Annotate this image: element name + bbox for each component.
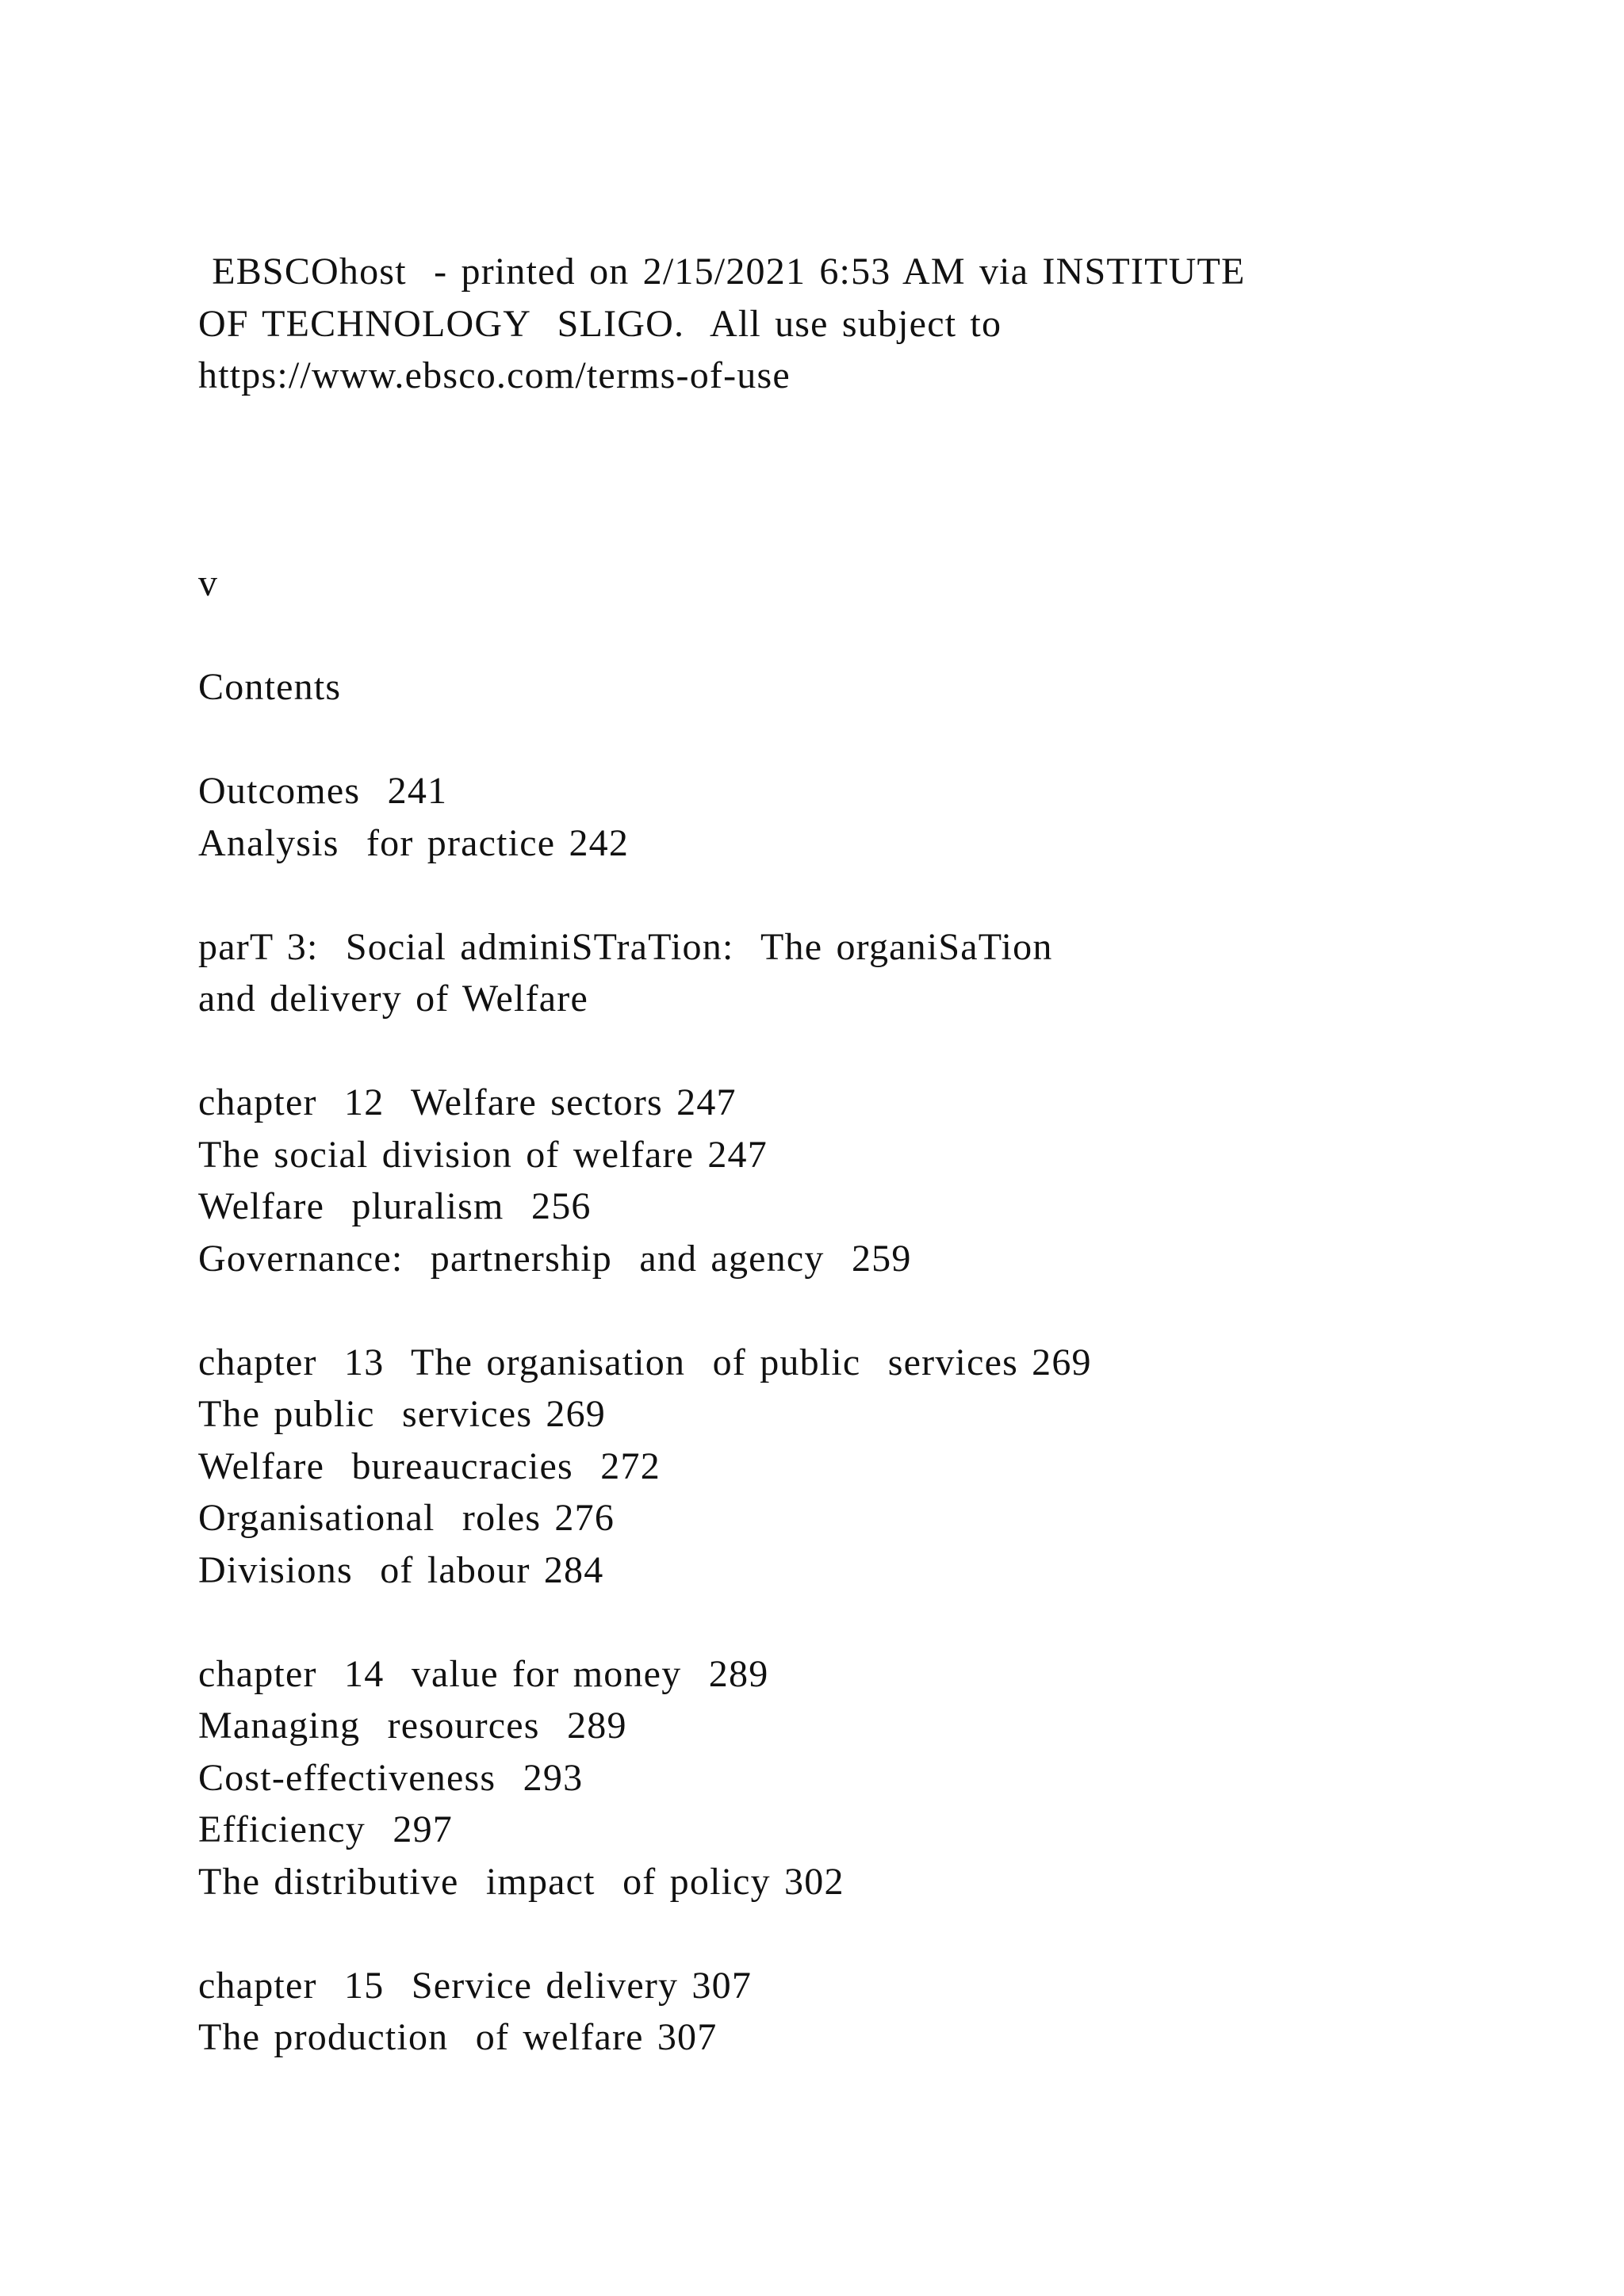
toc-entry: Welfare pluralism 256	[198, 1185, 592, 1227]
chapter-14-group	[198, 1648, 1467, 1908]
contents-group-outcomes	[198, 765, 1467, 869]
toc-entry: Efficiency 297	[198, 1808, 454, 1850]
toc-entry: The distributive impact of policy 302	[198, 1860, 845, 1903]
chapter-title: chapter 14 value for money 289	[198, 1652, 769, 1695]
toc-entry: Governance: partnership and agency 259	[198, 1237, 912, 1280]
toc-entry: Outcomes 241	[198, 770, 448, 812]
spacer	[198, 714, 1467, 766]
toc-entry: The public services 269	[198, 1393, 606, 1435]
spacer	[198, 1025, 1467, 1077]
spacer	[198, 1908, 1467, 1960]
part-title-line: and delivery of Welfare	[198, 978, 588, 1020]
part-3-heading	[198, 921, 1467, 1025]
chapter-12-group	[198, 1077, 1467, 1284]
chapter-13-group	[198, 1337, 1467, 1597]
spacer	[198, 1596, 1467, 1648]
header-line: https://www.ebsco.com/terms-of-use	[198, 354, 791, 396]
page-number: v	[198, 562, 219, 604]
chapter-title: chapter 13 The organisation of public services 269	[198, 1341, 1092, 1383]
toc-entry: The production of welfare 307	[198, 2016, 718, 2058]
spacer	[198, 869, 1467, 921]
spacer	[198, 1284, 1467, 1337]
document-page	[198, 246, 1467, 2064]
chapter-title: chapter 15 Service delivery 307	[198, 1964, 753, 2007]
contents-heading: Contents	[198, 666, 342, 708]
spacer	[198, 610, 1467, 662]
toc-entry: The social division of welfare 247	[198, 1133, 768, 1176]
header-line: EBSCOhost - printed on 2/15/2021 6:53 AM via INSTITUTE	[198, 251, 1246, 293]
part-title-line: parT 3: Social adminiSTraTion: The organiSaTion	[198, 925, 1053, 968]
spacer	[198, 402, 1467, 558]
toc-entry: Managing resources 289	[198, 1705, 627, 1747]
toc-entry: Welfare bureaucracies 272	[198, 1445, 661, 1487]
ebsco-header	[198, 246, 1467, 402]
toc-entry: Organisational roles 276	[198, 1497, 615, 1539]
chapter-15-group	[198, 1960, 1467, 2064]
chapter-title: chapter 12 Welfare sectors 247	[198, 1081, 737, 1123]
header-line: OF TECHNOLOGY SLIGO. All use subject to	[198, 302, 1002, 345]
toc-entry: Cost-effectiveness 293	[198, 1756, 584, 1799]
toc-entry: Analysis for practice 242	[198, 821, 630, 864]
toc-entry: Divisions of labour 284	[198, 1548, 604, 1591]
